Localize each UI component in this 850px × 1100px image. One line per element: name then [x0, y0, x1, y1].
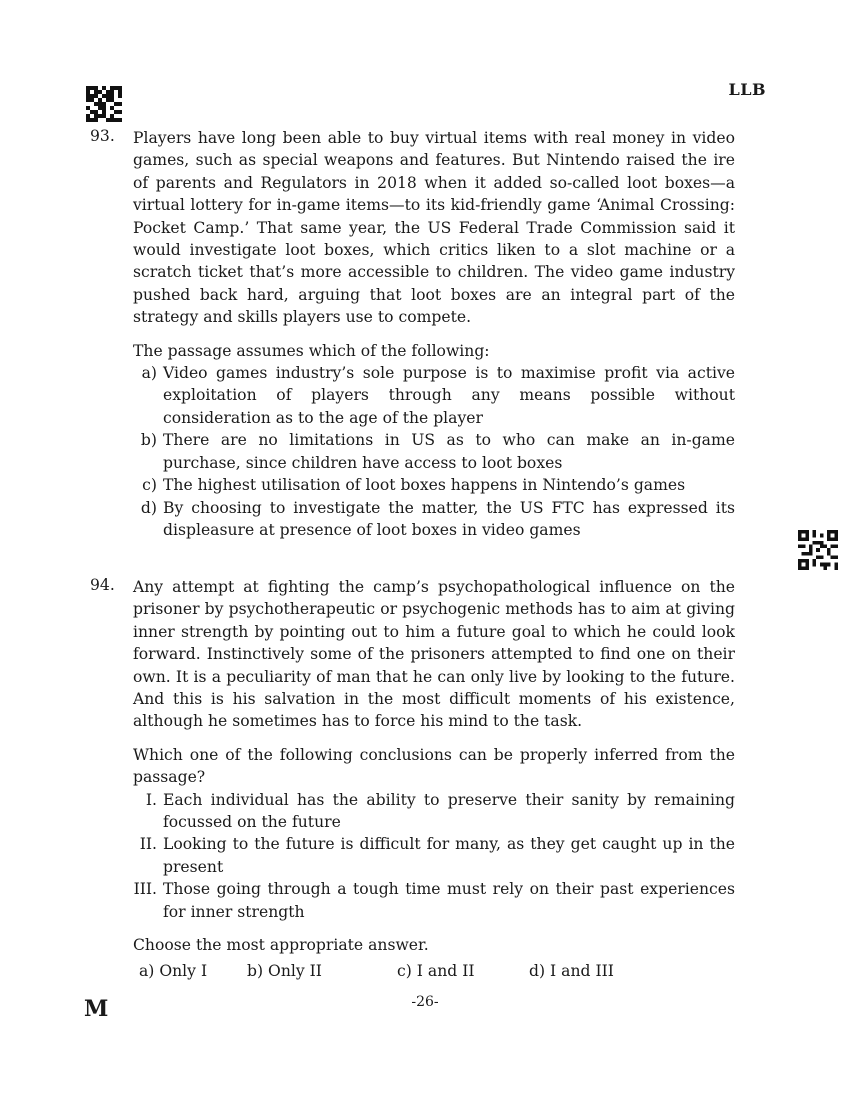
option-d[interactable]	[133, 497, 735, 542]
statement-ii	[133, 833, 735, 878]
option-text: Video games industry’s sole purpose is to maximise profit via active exploitation of players through any means possible without consideration as to the age of the player	[163, 364, 735, 427]
answer-label: d)	[529, 961, 546, 980]
option-label: c)	[142, 476, 157, 495]
statement-i	[133, 789, 735, 834]
question-number: 93.	[90, 127, 115, 145]
series-code: LLB	[728, 80, 766, 99]
option-text: There are no limitations in US as to who can make an in-game purchase, since children have access to loot boxes	[163, 431, 735, 472]
option-text: The highest utilisation of loot boxes happens in Nintendo’s games	[163, 476, 686, 495]
question-prompt: The passage assumes which of the following:	[133, 341, 490, 360]
answer-option-d[interactable]	[529, 960, 614, 982]
option-text: By choosing to investigate the matter, the US FTC has expressed its displeasure at presence of loot boxes in video games	[163, 498, 735, 539]
answer-label: c)	[397, 961, 412, 980]
question-93	[90, 127, 735, 541]
answer-label: b)	[247, 961, 264, 980]
question-94	[90, 576, 735, 982]
answer-label: a)	[139, 961, 155, 980]
answer-option-a[interactable]	[133, 960, 247, 982]
statement-iii	[133, 878, 735, 923]
option-b[interactable]	[133, 429, 735, 474]
statement-label: I.	[145, 790, 157, 809]
answer-text: Only II	[268, 961, 322, 980]
answer-option-c[interactable]	[397, 960, 529, 982]
choose-prompt: Choose the most appropriate answer.	[133, 936, 429, 955]
answer-text: I and II	[416, 961, 475, 980]
footer-series-code: M	[84, 996, 109, 1022]
statement-text: Looking to the future is difficult for many, as they get caught up in the present	[163, 835, 735, 876]
passage: Players have long been able to buy virtual items with real money in video games, such as special weapons and features. But Nintendo raised the ire of parents and Regulators in 2018 when it added so-called loot boxes—a virtual lottery for in-game items—to its kid-friendly game ‘Animal Crossing: Pocket Camp.’ That same year, the US Federal Trade Commission said it would investigate loot boxes, which critics liken to a slot machine or a scratch ticket that’s more accessible to children. The video game industry pushed back hard, arguing that loot boxes are an integral part of the strategy and skills players use to compete.	[133, 129, 735, 327]
option-c[interactable]	[133, 474, 735, 496]
answer-option-b[interactable]	[247, 960, 397, 982]
option-label: b)	[140, 431, 157, 450]
statement-label: III.	[133, 880, 157, 899]
question-prompt: Which one of the following conclusions can be properly inferred from the passage?	[133, 745, 735, 787]
answer-text: Only I	[159, 961, 208, 980]
question-number: 94.	[90, 576, 115, 594]
page-number: -26-	[411, 994, 439, 1010]
passage: Any attempt at fighting the camp’s psychopathological influence on the prisoner by psychotherapeutic or psychogenic methods has to aim at giving inner strength by pointing out to him a future goal to which he could look forward. Instinctively some of the prisoners attempted to find one on their own. It is a peculiarity of man that he can only live by looking to the future. And this is his salvation in the most difficult moments of his existence, although he sometimes has to force his mind to the task.	[133, 578, 735, 731]
qr-code-icon	[86, 86, 122, 122]
statement-label: II.	[139, 835, 157, 854]
answer-options	[133, 960, 735, 982]
option-a[interactable]	[133, 362, 735, 429]
qr-code-icon	[798, 530, 838, 570]
answer-text: I and III	[550, 961, 614, 980]
statement-text: Those going through a tough time must rely on their past experiences for inner strength	[163, 880, 735, 921]
option-label: a)	[141, 364, 157, 383]
option-label: d)	[140, 498, 157, 517]
statement-text: Each individual has the ability to preserve their sanity by remaining focussed on the future	[163, 790, 735, 832]
